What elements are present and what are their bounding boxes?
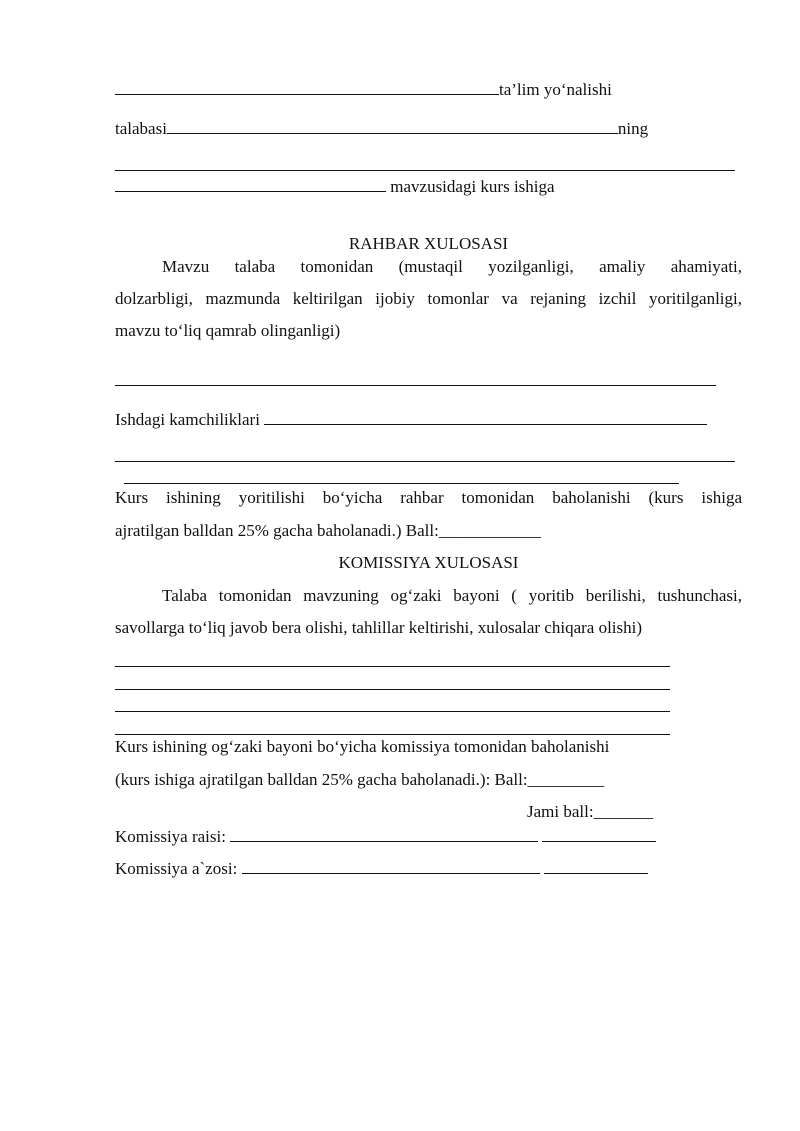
mavzusidagi-label: mavzusidagi kurs ishiga [390,177,555,196]
komissiya-paragraph-line-2: savollarga to‘liq javob bera olishi, tahlillar keltirishi, xulosalar chiqara olishi) [115,618,643,637]
rahbar-baho-line-2: ajratilgan balldan 25% gacha baholanadi.) Ball:____________ [115,521,541,540]
ning-label: ning [617,119,649,138]
blank-line[interactable] [115,170,735,171]
blank-line[interactable] [115,385,716,386]
signature-field[interactable] [230,825,538,842]
komissiya-baho-line-1: Kurs ishining og‘zaki bayoni bo‘yicha komissiya tomonidan baholanishi [115,737,610,756]
blank-field[interactable] [115,78,499,95]
komissiya-paragraph-line-1: Talaba tomonidan mavzuning og‘zaki bayoni ( yoritib berilishi, tushunchasi, [162,586,742,605]
blank-line[interactable] [115,689,670,690]
talim-yonalishi-label: ta’lim yo‘nalishi [499,80,612,99]
talabasi-label: talabasi [115,119,167,138]
name-field[interactable] [544,857,648,874]
rahbar-paragraph-line-2: dolzarbligi, mazmunda keltirilgan ijobiy tomonlar va rejaning izchil yoritilganligi, [115,289,742,308]
blank-field[interactable] [167,117,618,134]
blank-field[interactable] [115,175,386,192]
rahbar-paragraph-line-1: Mavzu talaba tomonidan (mustaqil yozilganligi, amaliy ahamiyati, [162,257,742,276]
blank-line[interactable] [115,666,670,667]
blank-line[interactable] [115,734,670,735]
blank-line[interactable] [115,711,670,712]
kamchilik-line [115,408,707,430]
komissiya-azosi-line [115,857,648,879]
komissiya-baho-line-2: (kurs ishiga ajratilgan balldan 25% gacha baholanadi.): Ball:_________ [115,770,605,789]
signature-field[interactable] [242,857,540,874]
kamchilik-label: Ishdagi kamchiliklari [115,410,260,429]
jami-ball: Jami ball:_______ [527,802,654,821]
name-field[interactable] [542,825,656,842]
blank-line[interactable] [115,461,735,462]
komissiya-raisi-label: Komissiya raisi: [115,827,226,846]
blank-line[interactable] [124,483,679,484]
header-line-2 [115,117,648,139]
rahbar-title: RAHBAR XULOSASI [348,234,509,253]
header-line-1 [115,78,612,100]
rahbar-paragraph-line-3: mavzu to‘liq qamrab olinganligi) [115,321,341,340]
komissiya-azosi-label: Komissiya a`zosi: [115,859,238,878]
rahbar-baho-line-1: Kurs ishining yoritilishi bo‘yicha rahbar tomonidan baholanishi (kurs ishiga [115,488,742,507]
komissiya-raisi-line [115,825,656,847]
blank-field[interactable] [264,408,707,425]
header-line-4 [115,175,555,197]
komissiya-title: KOMISSIYA XULOSASI [338,553,519,572]
